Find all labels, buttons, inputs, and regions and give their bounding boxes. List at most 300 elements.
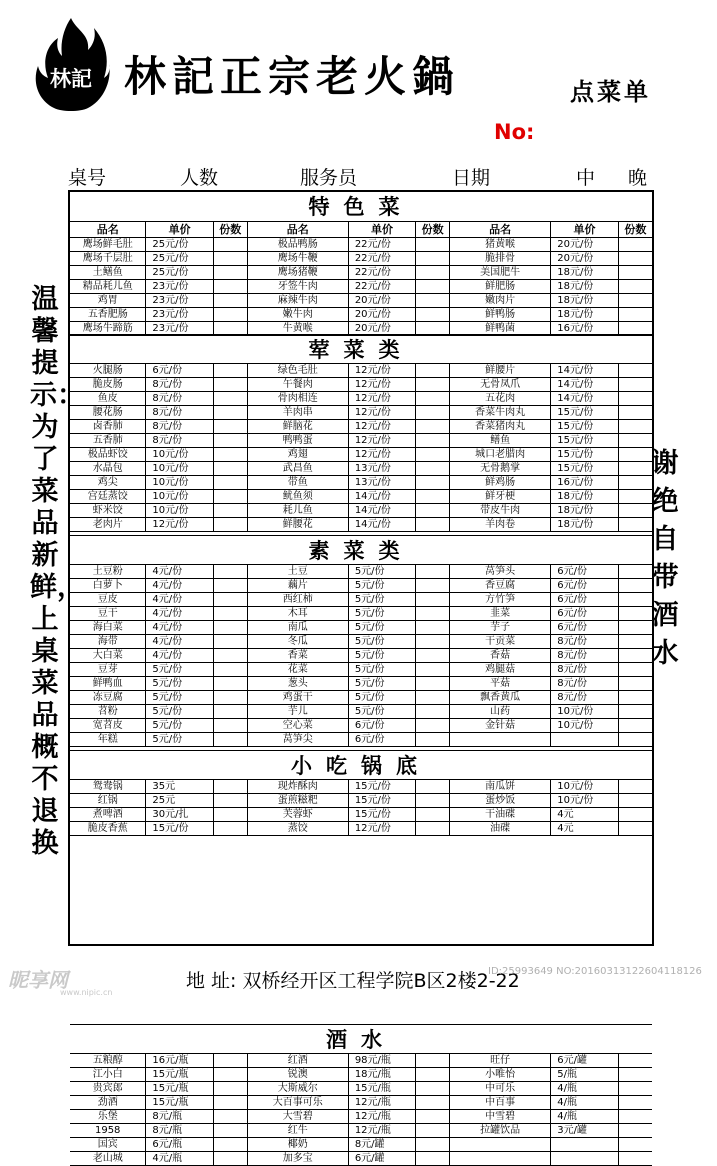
quantity-cell[interactable] bbox=[416, 1054, 450, 1068]
quantity-cell[interactable] bbox=[618, 635, 652, 649]
dish-name: 无骨凤爪 bbox=[450, 378, 551, 392]
quantity-cell[interactable] bbox=[416, 266, 450, 280]
quantity-cell[interactable] bbox=[213, 518, 247, 532]
dish-price: 15元/份 bbox=[348, 780, 415, 794]
table-row bbox=[70, 434, 652, 448]
quantity-cell[interactable] bbox=[416, 780, 450, 794]
dish-name: 南瓜 bbox=[247, 621, 348, 635]
quantity-cell[interactable] bbox=[416, 663, 450, 677]
dish-price: 18元/份 bbox=[551, 280, 618, 294]
dish-name: 嫩肉片 bbox=[450, 294, 551, 308]
dish-price: 4元/份 bbox=[146, 649, 213, 663]
dish-price: 98元/瓶 bbox=[348, 1054, 415, 1068]
dish-name: 火腿肠 bbox=[70, 364, 146, 378]
quantity-cell[interactable] bbox=[416, 378, 450, 392]
order-info-row bbox=[68, 163, 658, 189]
dish-price: 13元/份 bbox=[348, 462, 415, 476]
table-row bbox=[70, 490, 652, 504]
quantity-cell[interactable] bbox=[213, 266, 247, 280]
quantity-cell[interactable] bbox=[213, 733, 247, 747]
quantity-cell[interactable] bbox=[618, 1152, 652, 1166]
dish-price: 8元/瓶 bbox=[146, 1124, 213, 1138]
dish-name: 拉罐饮品 bbox=[450, 1124, 551, 1138]
table-row bbox=[70, 822, 652, 836]
quantity-cell[interactable] bbox=[618, 822, 652, 836]
quantity-cell[interactable] bbox=[618, 308, 652, 322]
quantity-cell[interactable] bbox=[213, 808, 247, 822]
dish-price: 12元/瓶 bbox=[348, 1124, 415, 1138]
quantity-cell[interactable] bbox=[213, 280, 247, 294]
table-row bbox=[70, 448, 652, 462]
quantity-cell[interactable] bbox=[618, 808, 652, 822]
dish-name: 鸳鸯锅 bbox=[70, 780, 146, 794]
quantity-cell[interactable] bbox=[618, 364, 652, 378]
table-row bbox=[70, 635, 652, 649]
dish-price: 12元/份 bbox=[348, 434, 415, 448]
column-qty: 份数 bbox=[416, 222, 450, 238]
dish-price: 20元/份 bbox=[551, 238, 618, 252]
dish-price: 3元/罐 bbox=[551, 1124, 618, 1138]
dish-name: 土豆粉 bbox=[70, 565, 146, 579]
dish-price: 15元/份 bbox=[551, 462, 618, 476]
dish-name: 江小白 bbox=[70, 1068, 146, 1082]
quantity-cell[interactable] bbox=[213, 364, 247, 378]
quantity-cell[interactable] bbox=[213, 593, 247, 607]
quantity-cell[interactable] bbox=[416, 1124, 450, 1138]
dish-price: 10元/份 bbox=[146, 504, 213, 518]
quantity-cell[interactable] bbox=[416, 490, 450, 504]
quantity-cell[interactable] bbox=[213, 1138, 247, 1152]
dish-price: 20元/份 bbox=[551, 252, 618, 266]
quantity-cell[interactable] bbox=[416, 434, 450, 448]
quantity-cell[interactable] bbox=[416, 1152, 450, 1166]
quantity-cell[interactable] bbox=[618, 733, 652, 747]
brand-logo-flame bbox=[32, 16, 110, 114]
quantity-cell[interactable] bbox=[416, 635, 450, 649]
quantity-cell[interactable] bbox=[213, 1096, 247, 1110]
quantity-cell[interactable] bbox=[213, 579, 247, 593]
quantity-cell[interactable] bbox=[416, 649, 450, 663]
address: 地 址: 双桥经开区工程学院B区2楼2-22 bbox=[186, 970, 520, 992]
table-row bbox=[70, 621, 652, 635]
column-qty: 份数 bbox=[213, 222, 247, 238]
quantity-cell[interactable] bbox=[213, 294, 247, 308]
dish-price: 22元/份 bbox=[348, 252, 415, 266]
dish-price: 23元/份 bbox=[146, 280, 213, 294]
dish-name: 牛黄喉 bbox=[247, 322, 348, 336]
quantity-cell[interactable] bbox=[416, 294, 450, 308]
dish-name: 极品鸭肠 bbox=[247, 238, 348, 252]
quantity-cell[interactable] bbox=[416, 252, 450, 266]
quantity-cell[interactable] bbox=[416, 565, 450, 579]
column-name: 品名 bbox=[247, 222, 348, 238]
dish-price: 25元/份 bbox=[146, 266, 213, 280]
quantity-cell[interactable] bbox=[618, 705, 652, 719]
quantity-cell[interactable] bbox=[213, 635, 247, 649]
table-row bbox=[70, 1068, 652, 1082]
dish-name: 莴笋头 bbox=[450, 565, 551, 579]
quantity-cell[interactable] bbox=[618, 607, 652, 621]
quantity-cell[interactable] bbox=[416, 1068, 450, 1082]
quantity-cell[interactable] bbox=[213, 607, 247, 621]
dish-name: 鲜鸭肠 bbox=[450, 308, 551, 322]
quantity-cell[interactable] bbox=[416, 691, 450, 705]
dish-name: 五香肥肠 bbox=[70, 308, 146, 322]
quantity-cell[interactable] bbox=[618, 1082, 652, 1096]
dish-price: 4元/份 bbox=[146, 565, 213, 579]
dish-price: 15元/瓶 bbox=[348, 1082, 415, 1096]
quantity-cell[interactable] bbox=[213, 462, 247, 476]
column-qty: 份数 bbox=[618, 222, 652, 238]
quantity-cell[interactable] bbox=[416, 1096, 450, 1110]
quantity-cell[interactable] bbox=[618, 1068, 652, 1082]
dish-name: 豆芽 bbox=[70, 663, 146, 677]
quantity-cell[interactable] bbox=[618, 794, 652, 808]
quantity-cell[interactable] bbox=[416, 1082, 450, 1096]
dish-price: 12元/份 bbox=[348, 364, 415, 378]
dish-price: 8元/瓶 bbox=[146, 1110, 213, 1124]
dish-name: 鸡胃 bbox=[70, 294, 146, 308]
dish-name: 1958 bbox=[70, 1124, 146, 1138]
column-name: 品名 bbox=[70, 222, 146, 238]
dish-name: 精品耗儿鱼 bbox=[70, 280, 146, 294]
dish-price: 14元/份 bbox=[348, 490, 415, 504]
no-outside-drinks-note: 谢绝自带酒水 bbox=[651, 448, 679, 669]
quantity-cell[interactable] bbox=[213, 378, 247, 392]
quantity-cell[interactable] bbox=[618, 378, 652, 392]
dish-price: 6元/份 bbox=[146, 364, 213, 378]
quantity-cell[interactable] bbox=[416, 607, 450, 621]
dish-name: 老肉片 bbox=[70, 518, 146, 532]
dish-name: 美国肥牛 bbox=[450, 266, 551, 280]
dish-name: 方竹笋 bbox=[450, 593, 551, 607]
dish-name: 无骨鹅掌 bbox=[450, 462, 551, 476]
dish-name bbox=[450, 1138, 551, 1152]
dish-price: 14元/份 bbox=[348, 504, 415, 518]
dish-name: 海白菜 bbox=[70, 621, 146, 635]
section-title: 小吃锅底 bbox=[70, 750, 652, 780]
quantity-cell[interactable] bbox=[213, 476, 247, 490]
quantity-cell[interactable] bbox=[618, 504, 652, 518]
dish-name: 蒸饺 bbox=[247, 822, 348, 836]
dish-name: 干油碟 bbox=[450, 808, 551, 822]
dish-price: 8元/份 bbox=[146, 378, 213, 392]
dish-name: 蛋煎糍粑 bbox=[247, 794, 348, 808]
dish-price: 5元/份 bbox=[146, 677, 213, 691]
watermark-brand: 昵享网 bbox=[8, 968, 68, 992]
dish-name: 脆皮肠 bbox=[70, 378, 146, 392]
dish-name: 鹰场牛鞭 bbox=[247, 252, 348, 266]
dish-name: 鸡蛋干 bbox=[247, 691, 348, 705]
dish-price: 4元/份 bbox=[146, 635, 213, 649]
quantity-cell[interactable] bbox=[213, 621, 247, 635]
dish-name: 虾米饺 bbox=[70, 504, 146, 518]
dish-price: 8元/份 bbox=[551, 677, 618, 691]
quantity-cell[interactable] bbox=[416, 462, 450, 476]
quantity-cell[interactable] bbox=[618, 719, 652, 733]
dish-price: 25元/份 bbox=[146, 238, 213, 252]
table-row bbox=[70, 1110, 652, 1124]
dish-price: 13元/份 bbox=[348, 476, 415, 490]
dish-name bbox=[450, 1152, 551, 1166]
quantity-cell[interactable] bbox=[618, 476, 652, 490]
dish-name: 鲜腰片 bbox=[450, 364, 551, 378]
quantity-cell[interactable] bbox=[213, 1124, 247, 1138]
dish-name: 脆皮香蕉 bbox=[70, 822, 146, 836]
quantity-cell[interactable] bbox=[416, 579, 450, 593]
dish-price: 5元/份 bbox=[348, 677, 415, 691]
dish-name: 羊肉串 bbox=[247, 406, 348, 420]
dinner-label: 晚 bbox=[628, 167, 648, 189]
dish-name: 加多宝 bbox=[247, 1152, 348, 1166]
dish-name: 鹰场牛蹄筋 bbox=[70, 322, 146, 336]
quantity-cell[interactable] bbox=[618, 593, 652, 607]
quantity-cell[interactable] bbox=[416, 392, 450, 406]
table-row bbox=[70, 719, 652, 733]
quantity-cell[interactable] bbox=[213, 392, 247, 406]
quantity-cell[interactable] bbox=[213, 434, 247, 448]
dish-price: 20元/份 bbox=[348, 322, 415, 336]
quantity-cell[interactable] bbox=[416, 705, 450, 719]
quantity-cell[interactable] bbox=[618, 392, 652, 406]
quantity-cell[interactable] bbox=[416, 677, 450, 691]
quantity-cell[interactable] bbox=[618, 691, 652, 705]
quantity-cell[interactable] bbox=[618, 448, 652, 462]
dish-name: 国宾 bbox=[70, 1138, 146, 1152]
dish-name: 带鱼 bbox=[247, 476, 348, 490]
dish-price: 15元/瓶 bbox=[146, 1068, 213, 1082]
table-row bbox=[70, 663, 652, 677]
quantity-cell[interactable] bbox=[618, 1138, 652, 1152]
dish-name: 鱿鱼须 bbox=[247, 490, 348, 504]
quantity-cell[interactable] bbox=[618, 1054, 652, 1068]
dish-name: 空心菜 bbox=[247, 719, 348, 733]
dish-price: 8元/份 bbox=[551, 649, 618, 663]
dish-name: 现炸酥肉 bbox=[247, 780, 348, 794]
dish-price: 22元/份 bbox=[348, 238, 415, 252]
dish-price: 16元/份 bbox=[551, 476, 618, 490]
quantity-cell[interactable] bbox=[213, 822, 247, 836]
dish-price: 4/瓶 bbox=[551, 1096, 618, 1110]
dish-name: 城口老腊肉 bbox=[450, 448, 551, 462]
quantity-cell[interactable] bbox=[416, 733, 450, 747]
quantity-cell[interactable] bbox=[618, 579, 652, 593]
quantity-cell[interactable] bbox=[618, 238, 652, 252]
table-row bbox=[70, 1124, 652, 1138]
dish-name: 鲜肥肠 bbox=[450, 280, 551, 294]
quantity-cell[interactable] bbox=[618, 462, 652, 476]
quantity-cell[interactable] bbox=[618, 663, 652, 677]
quantity-cell[interactable] bbox=[213, 663, 247, 677]
quantity-cell[interactable] bbox=[618, 294, 652, 308]
dish-name: 韭菜 bbox=[450, 607, 551, 621]
quantity-cell[interactable] bbox=[213, 719, 247, 733]
dish-price: 12元/份 bbox=[146, 518, 213, 532]
quantity-cell[interactable] bbox=[618, 490, 652, 504]
quantity-cell[interactable] bbox=[618, 1110, 652, 1124]
dish-price: 5元/份 bbox=[146, 719, 213, 733]
dish-price: 12元/份 bbox=[348, 392, 415, 406]
dish-name: 小唯怡 bbox=[450, 1068, 551, 1082]
quantity-cell[interactable] bbox=[416, 518, 450, 532]
dish-price: 12元/份 bbox=[348, 822, 415, 836]
table-row bbox=[70, 504, 652, 518]
quantity-cell[interactable] bbox=[416, 1138, 450, 1152]
dish-price: 10元/份 bbox=[551, 794, 618, 808]
dish-name: 油碟 bbox=[450, 822, 551, 836]
dish-name: 嫩牛肉 bbox=[247, 308, 348, 322]
quantity-cell[interactable] bbox=[618, 621, 652, 635]
dish-name: 腰花肠 bbox=[70, 406, 146, 420]
dish-price: 8元/份 bbox=[146, 406, 213, 420]
dish-price: 18元/瓶 bbox=[348, 1068, 415, 1082]
dish-name: 贵宾郎 bbox=[70, 1082, 146, 1096]
dish-name: 大百事可乐 bbox=[247, 1096, 348, 1110]
dish-name: 乐堡 bbox=[70, 1110, 146, 1124]
menu-grid bbox=[70, 780, 652, 836]
menu-grid bbox=[70, 565, 652, 747]
dish-price: 5元/份 bbox=[348, 663, 415, 677]
dish-name: 大白菜 bbox=[70, 649, 146, 663]
quantity-cell[interactable] bbox=[416, 794, 450, 808]
quantity-cell[interactable] bbox=[618, 1096, 652, 1110]
quantity-cell[interactable] bbox=[416, 238, 450, 252]
table-row bbox=[70, 308, 652, 322]
table-row bbox=[70, 406, 652, 420]
quantity-cell[interactable] bbox=[618, 1124, 652, 1138]
dish-name: 中可乐 bbox=[450, 1082, 551, 1096]
quantity-cell[interactable] bbox=[416, 621, 450, 635]
quantity-cell[interactable] bbox=[416, 822, 450, 836]
quantity-cell[interactable] bbox=[416, 593, 450, 607]
quantity-cell[interactable] bbox=[213, 1152, 247, 1166]
quantity-cell[interactable] bbox=[213, 565, 247, 579]
dish-name: 旺仔 bbox=[450, 1054, 551, 1068]
quantity-cell[interactable] bbox=[213, 1110, 247, 1124]
quantity-cell[interactable] bbox=[618, 565, 652, 579]
quantity-cell[interactable] bbox=[416, 448, 450, 462]
dish-name: 鲜牙梗 bbox=[450, 490, 551, 504]
quantity-cell[interactable] bbox=[213, 490, 247, 504]
quantity-cell[interactable] bbox=[416, 406, 450, 420]
dish-name: 鸡翅 bbox=[247, 448, 348, 462]
quantity-cell[interactable] bbox=[213, 705, 247, 719]
quantity-cell[interactable] bbox=[618, 649, 652, 663]
quantity-cell[interactable] bbox=[213, 780, 247, 794]
table-row bbox=[70, 565, 652, 579]
quantity-cell[interactable] bbox=[213, 794, 247, 808]
quantity-cell[interactable] bbox=[618, 518, 652, 532]
dish-price: 22元/份 bbox=[348, 266, 415, 280]
table-row bbox=[70, 378, 652, 392]
dish-name: 冬瓜 bbox=[247, 635, 348, 649]
quantity-cell[interactable] bbox=[618, 252, 652, 266]
dish-price: 6元/份 bbox=[348, 719, 415, 733]
dish-name: 鹰场千层肚 bbox=[70, 252, 146, 266]
quantity-cell[interactable] bbox=[213, 420, 247, 434]
quantity-cell[interactable] bbox=[618, 780, 652, 794]
quantity-cell[interactable] bbox=[416, 808, 450, 822]
quantity-cell[interactable] bbox=[618, 434, 652, 448]
dish-price: 10元/份 bbox=[551, 780, 618, 794]
column-name: 品名 bbox=[450, 222, 551, 238]
dish-price: 5元/份 bbox=[348, 649, 415, 663]
dish-price: 8元/份 bbox=[146, 434, 213, 448]
dish-price: 15元/份 bbox=[348, 808, 415, 822]
dish-price: 4元/份 bbox=[146, 621, 213, 635]
dish-price: 6元/份 bbox=[551, 621, 618, 635]
dish-price: 15元/瓶 bbox=[146, 1096, 213, 1110]
quantity-cell[interactable] bbox=[618, 266, 652, 280]
quantity-cell[interactable] bbox=[213, 649, 247, 663]
dish-price: 6元/份 bbox=[551, 565, 618, 579]
quantity-cell[interactable] bbox=[213, 448, 247, 462]
quantity-cell[interactable] bbox=[213, 1082, 247, 1096]
dish-price: 22元/份 bbox=[348, 280, 415, 294]
quantity-cell[interactable] bbox=[416, 504, 450, 518]
quantity-cell[interactable] bbox=[416, 420, 450, 434]
quantity-cell[interactable] bbox=[213, 252, 247, 266]
dish-price: 18元/份 bbox=[551, 266, 618, 280]
quantity-cell[interactable] bbox=[213, 504, 247, 518]
dish-price: 15元/份 bbox=[551, 406, 618, 420]
dish-name: 鲜腰花 bbox=[247, 518, 348, 532]
quantity-cell[interactable] bbox=[416, 364, 450, 378]
dish-price: 6元/份 bbox=[551, 607, 618, 621]
quantity-cell[interactable] bbox=[618, 420, 652, 434]
dish-name: 莴笋尖 bbox=[247, 733, 348, 747]
dish-name: 宫廷蒸饺 bbox=[70, 490, 146, 504]
quantity-cell[interactable] bbox=[213, 238, 247, 252]
quantity-cell[interactable] bbox=[213, 308, 247, 322]
dish-price: 6元/瓶 bbox=[146, 1138, 213, 1152]
quantity-cell[interactable] bbox=[618, 406, 652, 420]
table-row bbox=[70, 691, 652, 705]
quantity-cell[interactable] bbox=[213, 1068, 247, 1082]
quantity-cell[interactable] bbox=[213, 677, 247, 691]
dish-price: 5元/份 bbox=[146, 733, 213, 747]
quantity-cell[interactable] bbox=[213, 691, 247, 705]
dish-name: 五香肺 bbox=[70, 434, 146, 448]
dish-name: 水晶包 bbox=[70, 462, 146, 476]
quantity-cell[interactable] bbox=[416, 476, 450, 490]
table-row bbox=[70, 420, 652, 434]
dish-price: 6元/罐 bbox=[348, 1152, 415, 1166]
dish-name: 脆排骨 bbox=[450, 252, 551, 266]
quantity-cell[interactable] bbox=[416, 719, 450, 733]
quantity-cell[interactable] bbox=[416, 308, 450, 322]
dish-name: 鸡腿菇 bbox=[450, 663, 551, 677]
dish-price: 8元/份 bbox=[146, 392, 213, 406]
table-row bbox=[70, 1152, 652, 1166]
section-title: 特色菜 bbox=[70, 192, 652, 222]
quantity-cell[interactable] bbox=[416, 1110, 450, 1124]
dish-name: 平菇 bbox=[450, 677, 551, 691]
quantity-cell[interactable] bbox=[213, 1054, 247, 1068]
quantity-cell[interactable] bbox=[618, 677, 652, 691]
dish-price: 18元/份 bbox=[551, 518, 618, 532]
quantity-cell[interactable] bbox=[416, 280, 450, 294]
quantity-cell[interactable] bbox=[618, 280, 652, 294]
column-price: 单价 bbox=[348, 222, 415, 238]
dish-price: 5元/份 bbox=[348, 565, 415, 579]
table-row bbox=[70, 593, 652, 607]
dish-price: 18元/份 bbox=[551, 490, 618, 504]
section-title: 荤菜类 bbox=[70, 334, 652, 364]
dish-price: 10元/份 bbox=[146, 448, 213, 462]
guest-count-label: 人数 bbox=[180, 167, 219, 189]
quantity-cell[interactable] bbox=[213, 406, 247, 420]
